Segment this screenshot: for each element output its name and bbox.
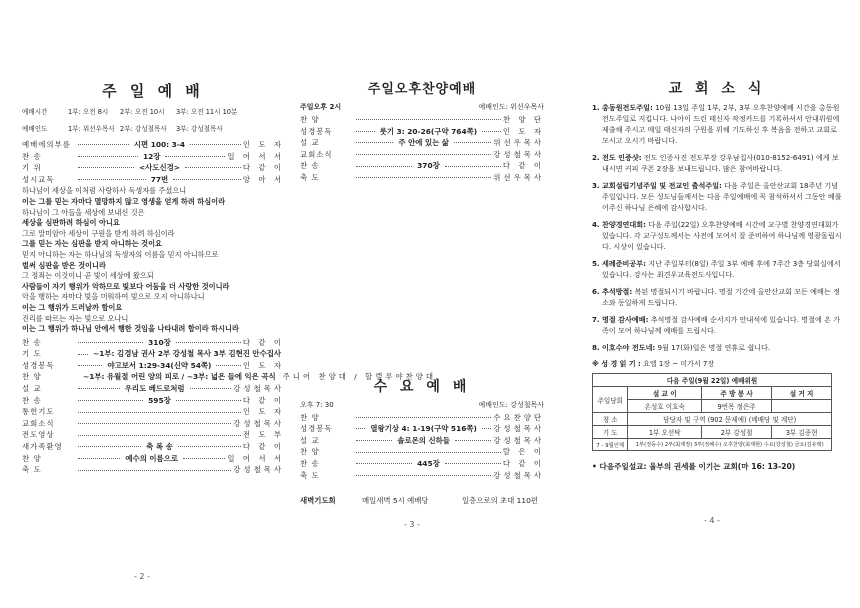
cell-r3-0: 1부 오선탁 [628, 426, 702, 439]
q-2: 2부(최재정) [664, 442, 693, 448]
dot-leader [482, 428, 491, 429]
news-number: 1. [592, 103, 600, 112]
dot-leader [78, 388, 120, 389]
dot-leader [78, 423, 231, 424]
dot-leader [178, 446, 241, 447]
dot-leader [78, 412, 241, 413]
reading-line: 하나님이 세상을 이처럼 사랑하사 독생자를 주셨으니 [22, 186, 187, 196]
afternoon-order [300, 114, 544, 184]
dot-leader [183, 458, 225, 459]
dawn-time: 매일새벽 5시 예배당 [362, 496, 429, 506]
news-text: 추석명절 감사예배 순서지가 안내석에 있습니다. 명절에 온 가족이 모여 하나님께 예배를 드립시다. [602, 315, 841, 335]
service-leaders [22, 123, 284, 133]
news-heading: 찬양경연대회: [602, 220, 646, 229]
responsive-reading [22, 186, 284, 334]
dot-leader [173, 179, 241, 180]
order-label: 찬 송 [22, 337, 42, 347]
order-label: 찬 송 [300, 458, 320, 468]
news-number: 6. [592, 287, 600, 296]
order-item: 우리도 베드로처럼 [124, 384, 185, 394]
order-person: 강성철목사 [493, 470, 544, 480]
leader-1: 1부: 위선우목사 [68, 125, 115, 133]
dot-leader [356, 154, 491, 155]
news-heading: 전도 인증샷: [602, 153, 642, 162]
order-person: 강성철목사 [493, 149, 544, 159]
order-label: 기 위 [22, 163, 42, 173]
service-times [22, 106, 284, 116]
order-item: ~1부: 유월절 어린 양의 피로 / ~3부: 넓은 들에 익은 곡식 [83, 372, 276, 382]
order-person: 다 같 이 [242, 442, 285, 452]
dot-leader [78, 156, 138, 157]
order-person: 강성철목사 [233, 418, 284, 428]
dot-leader [356, 440, 392, 441]
order-label: 축 도 [300, 172, 320, 182]
bible-reading [592, 359, 842, 369]
news-item [592, 219, 842, 252]
order-label: 찬 송 [300, 161, 320, 171]
cell-r1-1: 9번목 정은주 [702, 400, 772, 413]
order-row [22, 337, 284, 349]
news-heading: 명절 감사예배: [602, 315, 649, 324]
dot-leader [185, 167, 241, 168]
order-person: 인 도 자 [242, 407, 284, 417]
dot-leader [455, 440, 491, 441]
reading-line: 이는 그 행위가 하나님 안에서 행한 것임을 나타내려 함이라 하시니라 [22, 324, 239, 334]
order-label: 찬 송 [22, 395, 42, 405]
order-row [22, 441, 284, 453]
reading-line: 진리를 따르는 자는 빛으로 오나니 [22, 313, 129, 323]
order-row [300, 160, 544, 172]
order-label: 찬 양 [300, 115, 320, 124]
order-label: 찬 송 [22, 151, 42, 161]
order-row [300, 446, 544, 458]
news-body [602, 286, 842, 308]
order-item: 595장 [148, 395, 171, 405]
clean-head: 청 소 [593, 413, 628, 426]
order-label: 찬 양 [300, 412, 320, 422]
q-5: 수요(강성철) [763, 442, 793, 448]
news-number: 5. [592, 259, 600, 268]
dot-leader [78, 365, 102, 366]
order-label: 새가족환영 [22, 442, 63, 452]
page-4-title: 교 회 소 식 [668, 81, 766, 97]
order-person: 다 같 이 [242, 163, 285, 173]
news-text: 전도 인증사진 전도부장 강우남집사(010-8152-6491) 에게 보내시면 커피 쿠폰 2장을 보내드립니다. 많은 참여바랍니다. [602, 153, 839, 173]
order-person: 인 도 자 [502, 126, 544, 136]
wednesday-title: 수 요 예 배 [373, 378, 471, 395]
news-list [592, 102, 842, 353]
order-row [300, 149, 544, 161]
order-label: 성경봉독 [22, 360, 55, 370]
dot-leader [454, 142, 491, 143]
dot-leader [356, 463, 412, 464]
dawn-prayer [300, 495, 544, 506]
order-label: 통헌기도 [22, 407, 55, 417]
order-label: 기 도 [22, 349, 42, 359]
q-3: 3부(정해수) [693, 442, 722, 448]
reading-line: 그를 믿는 자는 심판을 받지 아니하는 것이요 [22, 239, 162, 249]
order-item: 370장 [417, 161, 440, 171]
wednesday-leader: 예배인도: 강성철목사 [478, 400, 544, 409]
order-row [300, 114, 544, 126]
page-number-3: - 3 - [404, 520, 420, 529]
next-sermon: • 다음주일설교: 율부의 권세를 이기는 교회(마 16: 13-20) [592, 462, 796, 471]
reading-line: 벌써 심판을 받은 것이니라 [22, 260, 106, 270]
order-label: 찬 양 [22, 372, 42, 382]
order-person: 강성철목사 [233, 465, 284, 475]
order-row [22, 406, 284, 418]
wednesday-time: 오후 7: 30 [300, 400, 334, 409]
reading-line: 사람들이 자기 행위가 악하므로 빛보다 어둠을 더 사랑한 것이니라 [22, 281, 230, 291]
order-row [22, 174, 284, 186]
order-item: 310장 [148, 337, 171, 347]
worship-duty-table [592, 373, 832, 451]
order-person: 강성철목사 [233, 384, 284, 394]
reading-line: 하나님이 그 아들을 세상에 보내신 것은 [22, 207, 145, 217]
order-label: 전도영상 [22, 430, 55, 440]
afternoon-time: 주일오후 2시 [300, 103, 342, 111]
news-item [592, 314, 842, 336]
order-row [22, 348, 284, 360]
page-number-2: - 2 - [134, 572, 150, 581]
order-item: 축 복 송 [146, 442, 173, 452]
col-kitchen: 주 방 봉 사 [702, 387, 772, 400]
col-sermon: 설 교 이 [628, 387, 702, 400]
order-row [300, 470, 544, 482]
news-number: 8. [592, 343, 600, 352]
order-person: 전 도 부 [242, 430, 284, 440]
order-person: 강성철목사 [493, 424, 544, 434]
dot-leader [78, 470, 231, 471]
order-label: 찬 양 [22, 453, 42, 463]
order-item: ~1부: 김경남 권사 2부 강성철 목사 3부 김현진 안수집사 [93, 349, 281, 359]
order-label: 찬 양 [300, 447, 320, 457]
order-person: 다 같 이 [502, 458, 545, 468]
q-6: 금요(김유택) [794, 442, 824, 448]
reading-line: 이는 그 행위가 드러날까 함이요 [22, 302, 123, 312]
order-item: 12장 [142, 151, 161, 161]
news-body [602, 258, 842, 280]
dot-leader [190, 144, 241, 145]
reading-line: 그 정죄는 이것이니 곧 빛이 세상에 왔으되 [22, 271, 154, 281]
reading-line: 이는 그를 믿는 자마다 멸망하지 않고 영생을 얻게 하려 하심이라 [22, 196, 226, 206]
dot-leader [176, 342, 241, 343]
cell-r3-1: 2부 강성철 [702, 426, 772, 439]
dot-leader [176, 400, 241, 401]
order-row [22, 139, 284, 151]
order-row [22, 371, 437, 383]
reading-line: 믿지 아니하는 자는 하나님의 독생자의 이름을 믿지 아니하므로 [22, 249, 219, 259]
order-person: 인 도 자 [242, 140, 285, 149]
order-item: 열왕기상 4: 1-19(구약 516쪽) [370, 424, 477, 434]
bible-reading-text: 요엘 1장 ~ 미가서 7장 [643, 360, 715, 368]
order-row [300, 126, 544, 138]
news-number: 3. [592, 181, 600, 190]
news-heading: 총동원전도주일: [602, 103, 653, 112]
news-item [592, 102, 842, 146]
time-label: 예배시간 [22, 108, 48, 116]
dot-leader [78, 167, 134, 168]
order-row [300, 137, 544, 149]
cell-r1-0: 온성호 이호숙 [628, 400, 702, 413]
page-4 [592, 0, 842, 608]
order-item: 야고보서 1:29-34(신약 54쪽) [107, 360, 212, 370]
order-item: 예수의 이름으로 [125, 453, 178, 463]
order-row [22, 453, 284, 465]
news-heading: 추석방절: [602, 287, 633, 296]
order-person: 찬 양 단 [502, 115, 544, 124]
order-person: 앙 아 서 [242, 174, 284, 184]
order-label: 성경봉독 [300, 126, 333, 136]
news-heading: 이호수야 전도네: [602, 343, 656, 352]
time-3: 3부: 오전 11시 10분 [176, 108, 238, 116]
order-label: 교회소식 [22, 418, 55, 428]
dot-leader [78, 342, 143, 343]
order-person: 다 같 이 [242, 337, 285, 347]
leader-label: 예배인도 [22, 125, 48, 133]
dot-leader [356, 166, 412, 167]
order-person: 다 같 이 [502, 161, 545, 171]
order-item: 445장 [417, 458, 440, 468]
sunday-head: 주일당회 [593, 387, 628, 413]
dawn-label: 새벽기도회 [300, 496, 336, 506]
order-row [300, 172, 544, 184]
order-row [22, 418, 284, 430]
news-body [602, 180, 842, 213]
order-person: 다 같 이 [242, 395, 285, 405]
news-body [602, 102, 842, 146]
time-1: 1부: 오전 8시 [68, 108, 109, 116]
news-text: 9월 17(화)일은 명절 연휴로 쉽니다. [657, 343, 771, 352]
news-body [602, 152, 842, 174]
news-text: 10월 13일 주일 1부, 2부, 3부 오후찬양예배 시간을 총동원전도주일로 지킵니다. 나아이 드린 태신자 작정카드를 기록하셔서 안내위원에 제출해 주시고 매일 태신자의 구원을 위해 기도하신 후 복음을 전하고 교회로 모시고 오시기 바랍니다. [602, 103, 840, 145]
news-heading: 교회설립기념주일 및 전교인 출석주일: [602, 181, 722, 190]
dot-leader [78, 179, 146, 180]
afternoon-info [300, 102, 544, 112]
afternoon-leader: 예배인도: 위선우목사 [478, 103, 544, 111]
order-row [300, 412, 544, 424]
prayer-head: 기 도 [593, 426, 628, 439]
order-label: 성경봉독 [300, 424, 333, 434]
dot-leader [356, 131, 375, 132]
order-row [22, 464, 284, 476]
order-row [22, 383, 284, 395]
order-person: 일 어 서 서 [227, 453, 285, 463]
col-dishes: 설 거 지 [772, 387, 832, 400]
dot-leader [356, 119, 501, 120]
order-person: 일 어 서 서 [227, 151, 285, 161]
dawn-note: 일층으로의 초대 110편 [462, 496, 538, 506]
news-text: 지난 주일부터(8일) 주일 3부 예배 후에 7주간 3층 당회실에서 있습니다. 강사는 최견우교육전도사입니다. [602, 259, 841, 279]
order-row [22, 429, 284, 441]
order-row [22, 151, 284, 163]
dot-leader [78, 354, 88, 355]
order-label: 교회소식 [300, 149, 333, 159]
order-label: 예배에의부름 [22, 140, 71, 149]
cell-r1-2 [772, 400, 832, 413]
dot-leader [482, 131, 501, 132]
order-item: 77번 [150, 174, 169, 184]
news-heading: 세례준비공부: [602, 259, 646, 268]
dot-leader [356, 452, 501, 453]
dot-leader [78, 458, 120, 459]
order-person: 주니어 찬양대 / 할렐루야찬양대 [282, 372, 437, 382]
bible-reading-label: ※ 성 경 읽 기 : [592, 360, 641, 368]
cell-r3-2: 3부 김종현 [772, 426, 832, 439]
order-item: 솔로몬의 신하들 [397, 435, 450, 445]
dot-leader [190, 388, 232, 389]
news-number: 7. [592, 315, 600, 324]
news-body [602, 314, 842, 336]
q-4: 오후찬양(최재현) [722, 442, 763, 448]
news-text: 복된 명절되시기 바랍니다. 명절 기간에 올안산교회 모든 예배는 정소와 동일하게 드립니다. [602, 287, 840, 307]
dot-leader [356, 428, 365, 429]
q-1: 1부(정동수) [635, 442, 664, 448]
dot-leader [356, 177, 491, 178]
time-2: 2부: 오전 10시 [120, 108, 165, 116]
quarter-cell [628, 439, 832, 451]
next-week-header: 다음 주일(9월 22일) 예배위원 [593, 374, 832, 387]
reading-line: 그로 말미암아 세상이 구원을 받게 하려 하심이라 [22, 228, 175, 238]
dot-leader [78, 400, 143, 401]
news-item [592, 180, 842, 213]
order-row [22, 360, 284, 372]
order-person: 수요찬양단 [493, 412, 544, 422]
reading-line: 악을 행하는 자마다 빛을 미워하여 빛으로 오지 아니하나니 [22, 292, 205, 302]
dot-leader [165, 156, 225, 157]
clean-cell: 담당자 및 구역 (902 문제예) (메배당 및 계단) [628, 413, 832, 426]
dot-leader [78, 446, 141, 447]
order-label: 축 도 [300, 470, 320, 480]
order-label: 설 교 [22, 384, 42, 394]
order-row [300, 458, 544, 470]
order-person: 인 도 자 [242, 360, 284, 370]
order-item: 시편 100: 3-4 [133, 140, 186, 149]
dot-leader [216, 365, 240, 366]
page-3 [300, 0, 544, 608]
dot-leader [356, 475, 491, 476]
order-item: 룻기 3: 20-26(구약 764쪽) [379, 126, 478, 136]
order-label: 설 교 [300, 435, 320, 445]
dot-leader [445, 166, 501, 167]
page-number-4: - 4 - [704, 516, 720, 525]
order-label: 설 교 [300, 138, 320, 148]
order-person: 랄 은 이 [502, 447, 544, 457]
order-label: 성시교독 [22, 174, 55, 184]
leader-3: 3부: 강성철목사 [176, 125, 223, 133]
news-body [602, 342, 842, 353]
news-text: 다음 주일은 올안산교회 18주년 기념주일입니다. 모든 성도님들께서는 다음 주일예배에 꼭 참석하셔서 그동안 베풀어주신 하나님 은혜에 감사합시다. [602, 181, 842, 212]
quarter-head: 7 - 9월인체 [593, 439, 628, 451]
order-person: 강성철목사 [493, 435, 545, 445]
news-item [592, 286, 842, 308]
dot-leader [78, 435, 241, 436]
dot-leader [445, 463, 501, 464]
reading-line: 세상을 심판하려 하심이 아니요 [22, 218, 120, 228]
order-item: <사도신경> [138, 163, 180, 173]
order-row [300, 435, 544, 447]
dot-leader [356, 417, 491, 418]
news-item [592, 152, 842, 174]
news-number: 4. [592, 220, 600, 229]
leader-2: 2부: 강성철목사 [120, 125, 167, 133]
order-row [22, 162, 284, 174]
news-text: 다음 주일(22일) 오후찬양예배 시간에 교구별 찬양경연대회가 있습니다. 각 교구성도께서는 사전에 모여서 잘 준비하여 하나님께 영광돌립시다. 시상이 있습니다. [602, 220, 842, 251]
order-person: 위선우목사 [493, 138, 545, 148]
page-2-title: 주 일 예 배 [102, 82, 204, 100]
order-label: 축 도 [22, 465, 42, 475]
order-person: 위선우목사 [493, 172, 544, 182]
order-of-worship-part1 [22, 139, 284, 185]
wednesday-info [300, 400, 544, 410]
news-item [592, 258, 842, 280]
dot-leader [356, 142, 393, 143]
dot-leader [78, 144, 129, 145]
order-item: 주 안에 있는 삶 [398, 138, 449, 148]
news-number: 2. [592, 153, 600, 162]
news-item [592, 342, 842, 353]
news-body [602, 219, 842, 252]
order-row [300, 423, 544, 435]
page-3-title: 주일오후찬양예배 [367, 82, 477, 97]
wednesday-order [300, 412, 544, 482]
order-row [22, 395, 284, 407]
